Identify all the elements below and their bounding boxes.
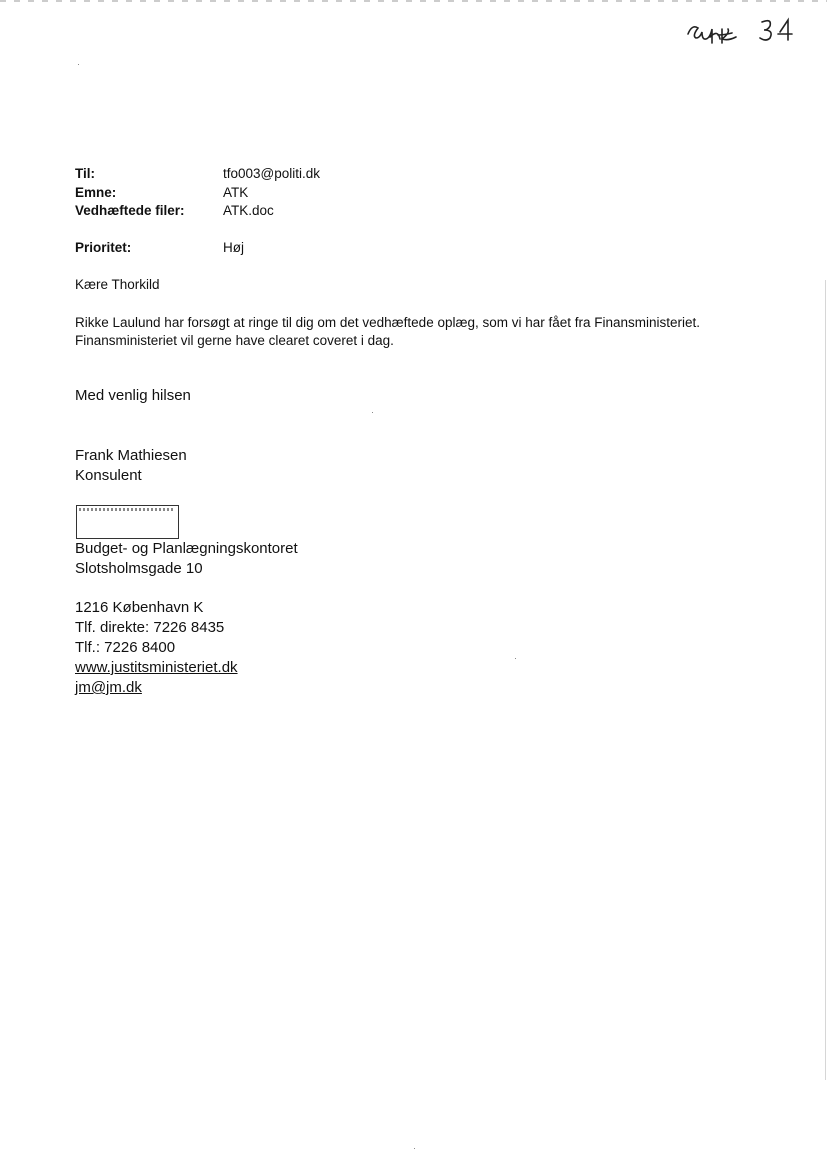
scan-speck (372, 412, 373, 413)
priority-label: Prioritet: (75, 240, 132, 255)
signature-street: Slotsholmsgade 10 (75, 560, 203, 577)
greeting: Kære Thorkild (75, 277, 160, 292)
subject-value: ATK (223, 185, 249, 200)
signature-title: Konsulent (75, 467, 142, 484)
email-link[interactable]: jm@jm.dk (75, 679, 142, 696)
scan-speck (414, 1148, 415, 1149)
attachments-label: Vedhæftede filer: (75, 203, 185, 218)
to-value: tfo003@politi.dk (223, 166, 321, 181)
signature-phone: Tlf.: 7226 8400 (75, 639, 176, 656)
attachments-value: ATK.doc (223, 203, 274, 218)
scan-speck (78, 64, 79, 65)
logo-placeholder (76, 505, 179, 539)
handwritten-annotation (680, 8, 800, 48)
signature-name: Frank Mathiesen (75, 447, 187, 464)
subject-label: Emne: (75, 185, 117, 200)
closing: Med venlig hilsen (75, 387, 191, 404)
signature-phone-direct: Tlf. direkte: 7226 8435 (75, 619, 225, 636)
body-line-1: Rikke Laulund har forsøgt at ringe til dig om det vedhæftede oplæg, som vi har fået fra Finansministeriet. (75, 315, 701, 330)
website-link[interactable]: www.justitsministeriet.dk (75, 659, 238, 676)
scan-edge-top (0, 0, 827, 2)
priority-value: Høj (223, 240, 244, 255)
scan-speck (515, 658, 516, 659)
signature-office: Budget- og Planlægningskontoret (75, 540, 298, 557)
scan-edge-right (825, 280, 826, 1080)
signature-city: 1216 København K (75, 599, 204, 616)
body-line-2: Finansministeriet vil gerne have clearet coveret i dag. (75, 333, 394, 348)
to-label: Til: (75, 166, 95, 181)
logo-placeholder-text (79, 508, 175, 511)
